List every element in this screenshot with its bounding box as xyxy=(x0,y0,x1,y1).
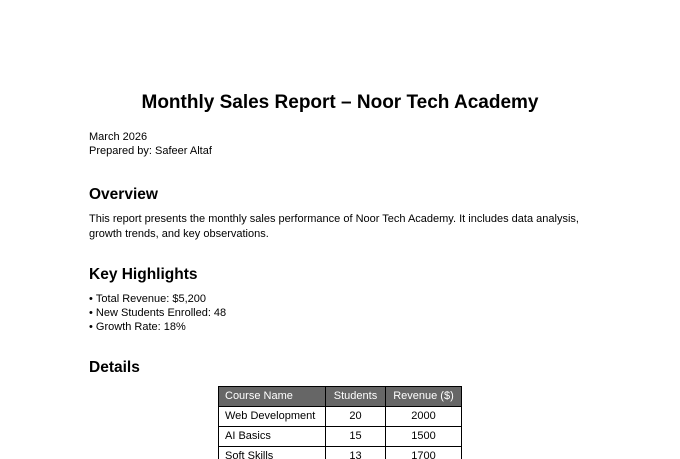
highlight-item-growth-rate: • Growth Rate: 18% xyxy=(89,320,226,334)
key-highlights-heading: Key Highlights xyxy=(89,266,198,283)
cell-students: 15 xyxy=(326,427,386,447)
highlight-item-total-revenue: • Total Revenue: $5,200 xyxy=(89,292,226,306)
key-highlights-list xyxy=(89,292,226,334)
column-header-students: Students xyxy=(326,387,386,407)
table-header-row xyxy=(219,387,462,407)
cell-course-name: Soft Skills xyxy=(219,447,326,459)
details-table xyxy=(218,386,462,459)
cell-students: 20 xyxy=(326,407,386,427)
cell-course-name: AI Basics xyxy=(219,427,326,447)
cell-revenue: 1700 xyxy=(386,447,462,459)
details-heading: Details xyxy=(89,359,140,376)
report-author: Prepared by: Safeer Altaf xyxy=(89,145,212,157)
report-meta xyxy=(89,130,212,158)
cell-course-name: Web Development xyxy=(219,407,326,427)
overview-heading: Overview xyxy=(89,186,158,203)
report-date: March 2026 xyxy=(89,131,148,143)
column-header-revenue: Revenue ($) xyxy=(386,387,462,407)
table-row xyxy=(219,447,462,459)
column-header-course-name: Course Name xyxy=(219,387,326,407)
table-row xyxy=(219,427,462,447)
cell-revenue: 2000 xyxy=(386,407,462,427)
table-row xyxy=(219,407,462,427)
highlight-item-new-students: • New Students Enrolled: 48 xyxy=(89,306,226,320)
report-title: Monthly Sales Report – Noor Tech Academy xyxy=(141,92,539,113)
cell-revenue: 1500 xyxy=(386,427,462,447)
overview-paragraph: This report presents the monthly sales performance of Noor Tech Academy. It includes data analysis, growth trends, and key observations. xyxy=(89,213,579,240)
cell-students: 13 xyxy=(326,447,386,459)
